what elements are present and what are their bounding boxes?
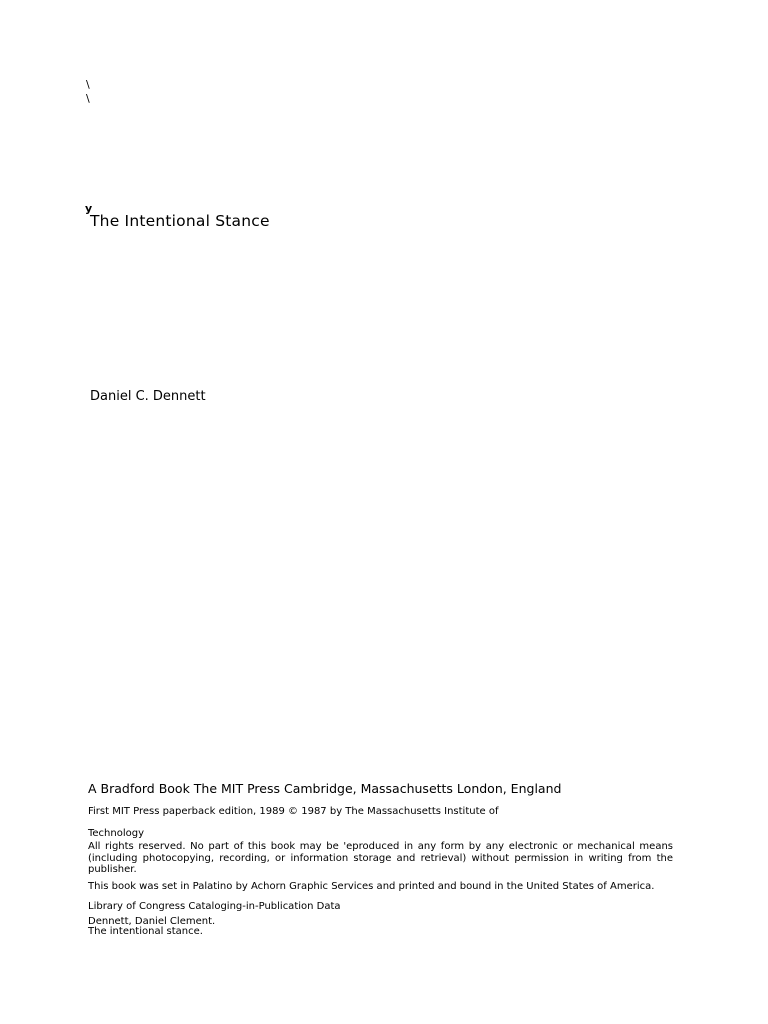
cip-author: Dennett, Daniel Clement. xyxy=(88,916,216,927)
book-title: The Intentional Stance xyxy=(90,212,270,230)
book-author: Daniel C. Dennett xyxy=(90,389,206,404)
rights-statement: All rights reserved. No part of this book may be 'eproduced in any form by any electronic or mechanical means (including photocopying, recording, or information storage and retrieval) without permission in writing from the publisher. xyxy=(88,841,673,875)
cip-title: The intentional stance. xyxy=(88,926,203,937)
publisher-line: A Bradford Book The MIT Press Cambridge, Massachusetts London, England xyxy=(88,781,562,796)
edition-line: First MIT Press paperback edition, 1989 © 1987 by The Massachusetts Institute of xyxy=(88,806,499,817)
cip-heading: Library of Congress Cataloging-in-Publication Data xyxy=(88,901,341,912)
stray-backslash-mark-2: \ xyxy=(86,92,90,105)
edition-line-continued: Technology xyxy=(88,828,145,839)
stray-y-mark: y xyxy=(85,202,93,215)
typesetting-note: This book was set in Palatino by Achorn Graphic Services and printed and bound in the United States of America. xyxy=(88,881,655,892)
stray-backslash-mark-1: \ xyxy=(86,78,90,91)
